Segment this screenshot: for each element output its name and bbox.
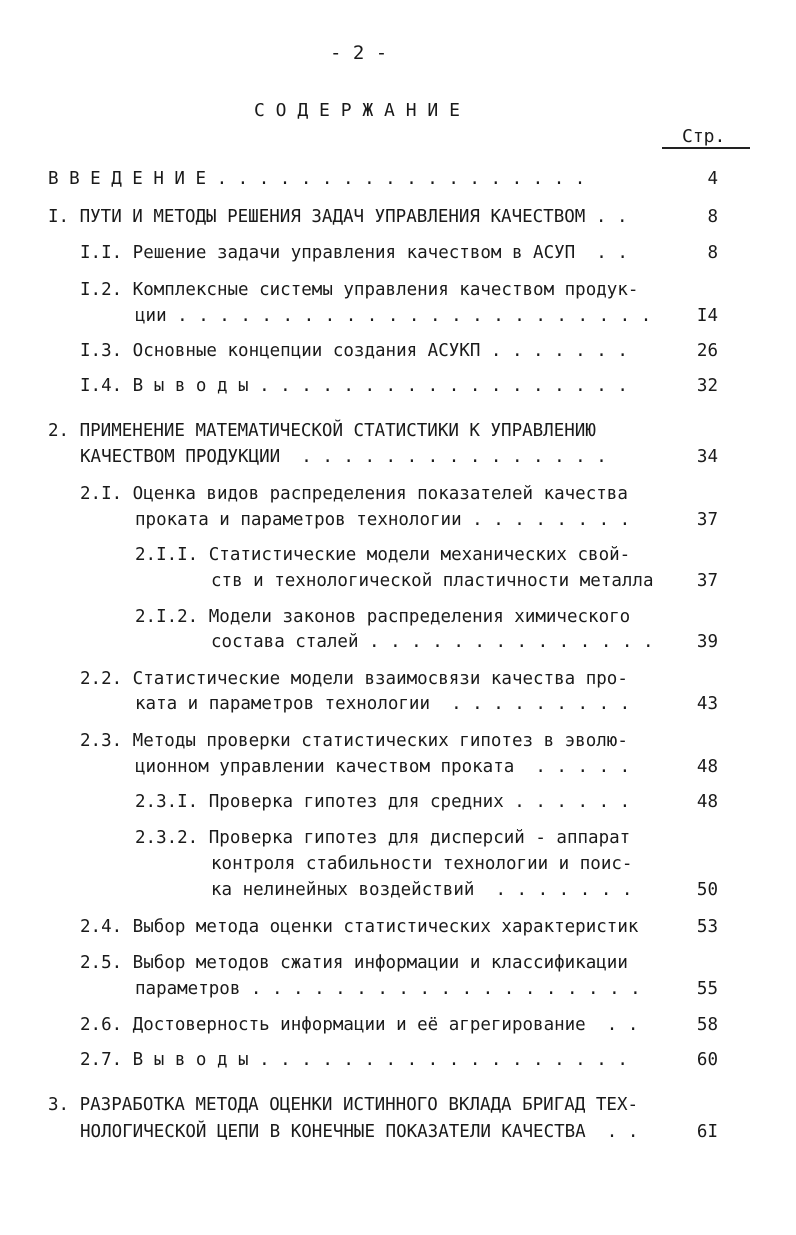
toc-entry-line-1: 2.I.I. Статистические модели механических свой- xyxy=(135,545,631,565)
page-column-underline xyxy=(662,147,750,149)
toc-entry-page: 8 xyxy=(707,207,718,227)
toc-entry-line-1: 3. РАЗРАБОТКА МЕТОДА ОЦЕНКИ ИСТИННОГО ВКЛАДА БРИГАД ТЕХ- xyxy=(48,1095,639,1115)
toc-entry-line-1: 2.I.2. Модели законов распределения химического xyxy=(135,607,631,627)
toc-entry-page: 6I xyxy=(696,1122,718,1142)
toc-entry-page: I4 xyxy=(696,306,718,326)
page-number: - 2 - xyxy=(330,42,388,64)
toc-entry-line-2: КАЧЕСТВОМ ПРОДУКЦИИ . . . . . . . . . . . . . . . xyxy=(80,447,607,467)
toc-entry-line-2: контроля стабильности технологии и поис- xyxy=(211,854,633,874)
toc-entry-text: I. ПУТИ И МЕТОДЫ РЕШЕНИЯ ЗАДАЧ УПРАВЛЕНИЯ КАЧЕСТВОМ . . xyxy=(48,207,628,227)
toc-entry-text: I.I. Решение задачи управления качеством в АСУП . . xyxy=(80,243,628,263)
toc-entry-line-1: 2. ПРИМЕНЕНИЕ МАТЕМАТИЧЕСКОЙ СТАТИСТИКИ К УПРАВЛЕНИЮ xyxy=(48,421,596,441)
toc-entry-line-2: ции . . . . . . . . . . . . . . . . . . . . . . . xyxy=(135,306,652,326)
toc-entry-page: 4 xyxy=(707,169,718,189)
toc-entry-line-1: 2.I. Оценка видов распределения показателей качества xyxy=(80,484,628,504)
toc-entry-page: 37 xyxy=(696,571,718,591)
toc-entry-line-2: состава сталей . . . . . . . . . . . . . . xyxy=(211,632,654,652)
toc-entry-page: 55 xyxy=(696,979,718,999)
toc-entry-page: 34 xyxy=(696,447,718,467)
toc-entry-line-3: ка нелинейных воздействий . . . . . . . xyxy=(211,880,633,900)
toc-entry-line-1: 2.3. Методы проверки статистических гипотез в эволю- xyxy=(80,731,628,751)
toc-entry-page: 48 xyxy=(696,792,718,812)
toc-entry-page: 53 xyxy=(696,917,718,937)
toc-entry-text: 2.3.I. Проверка гипотез для средних . . . . . . xyxy=(135,792,631,812)
toc-entry-page: 39 xyxy=(696,632,718,652)
toc-entry-text: I.3. Основные концепции создания АСУКП . . . . . . . xyxy=(80,341,628,361)
toc-entry-line-2: НОЛОГИЧЕСКОЙ ЦЕПИ В КОНЕЧНЫЕ ПОКАЗАТЕЛИ КАЧЕСТВА . . xyxy=(80,1122,639,1142)
toc-entry-line-2: проката и параметров технологии . . . . . . . . xyxy=(135,510,631,530)
toc-entry-page: 37 xyxy=(696,510,718,530)
toc-entry-text: 2.4. Выбор метода оценки статистических характеристик xyxy=(80,917,639,937)
toc-entry-page: 58 xyxy=(696,1015,718,1035)
toc-entry-page: 48 xyxy=(696,757,718,777)
toc-entry-page: 43 xyxy=(696,694,718,714)
toc-entry-line-2: ката и параметров технологии . . . . . . . . . xyxy=(135,694,631,714)
toc-entry-line-1: 2.3.2. Проверка гипотез для дисперсий - аппарат xyxy=(135,828,631,848)
toc-entry-text: I.4. В ы в о д ы . . . . . . . . . . . . . . . . . . xyxy=(80,376,628,396)
toc-entry-line-2: ств и технологической пластичности металла xyxy=(211,571,654,591)
toc-entry-page: 50 xyxy=(696,880,718,900)
toc-entry-page: 26 xyxy=(696,341,718,361)
toc-entry-line-2: параметров . . . . . . . . . . . . . . . . . . . xyxy=(135,979,641,999)
toc-entry-page: 60 xyxy=(696,1050,718,1070)
toc-entry-page: 8 xyxy=(707,243,718,263)
toc-entry-line-1: I.2. Комплексные системы управления качеством продук- xyxy=(80,280,639,300)
toc-entry-page: 32 xyxy=(696,376,718,396)
toc-entry-text: 2.6. Достоверность информации и её агрегирование . . xyxy=(80,1015,639,1035)
toc-entry-text: В В Е Д Е Н И Е . . . . . . . . . . . . . . . . . . xyxy=(48,169,586,189)
toc-entry-line-2: ционном управлении качеством проката . . . . . xyxy=(135,757,631,777)
page-title: С О Д Е Р Ж А Н И Е xyxy=(254,100,460,121)
toc-entry-text: 2.7. В ы в о д ы . . . . . . . . . . . . . . . . . . xyxy=(80,1050,628,1070)
page-column-header: Стр. xyxy=(682,126,726,147)
toc-entry-line-1: 2.2. Статистические модели взаимосвязи качества про- xyxy=(80,669,628,689)
toc-entry-line-1: 2.5. Выбор методов сжатия информации и классификации xyxy=(80,953,628,973)
